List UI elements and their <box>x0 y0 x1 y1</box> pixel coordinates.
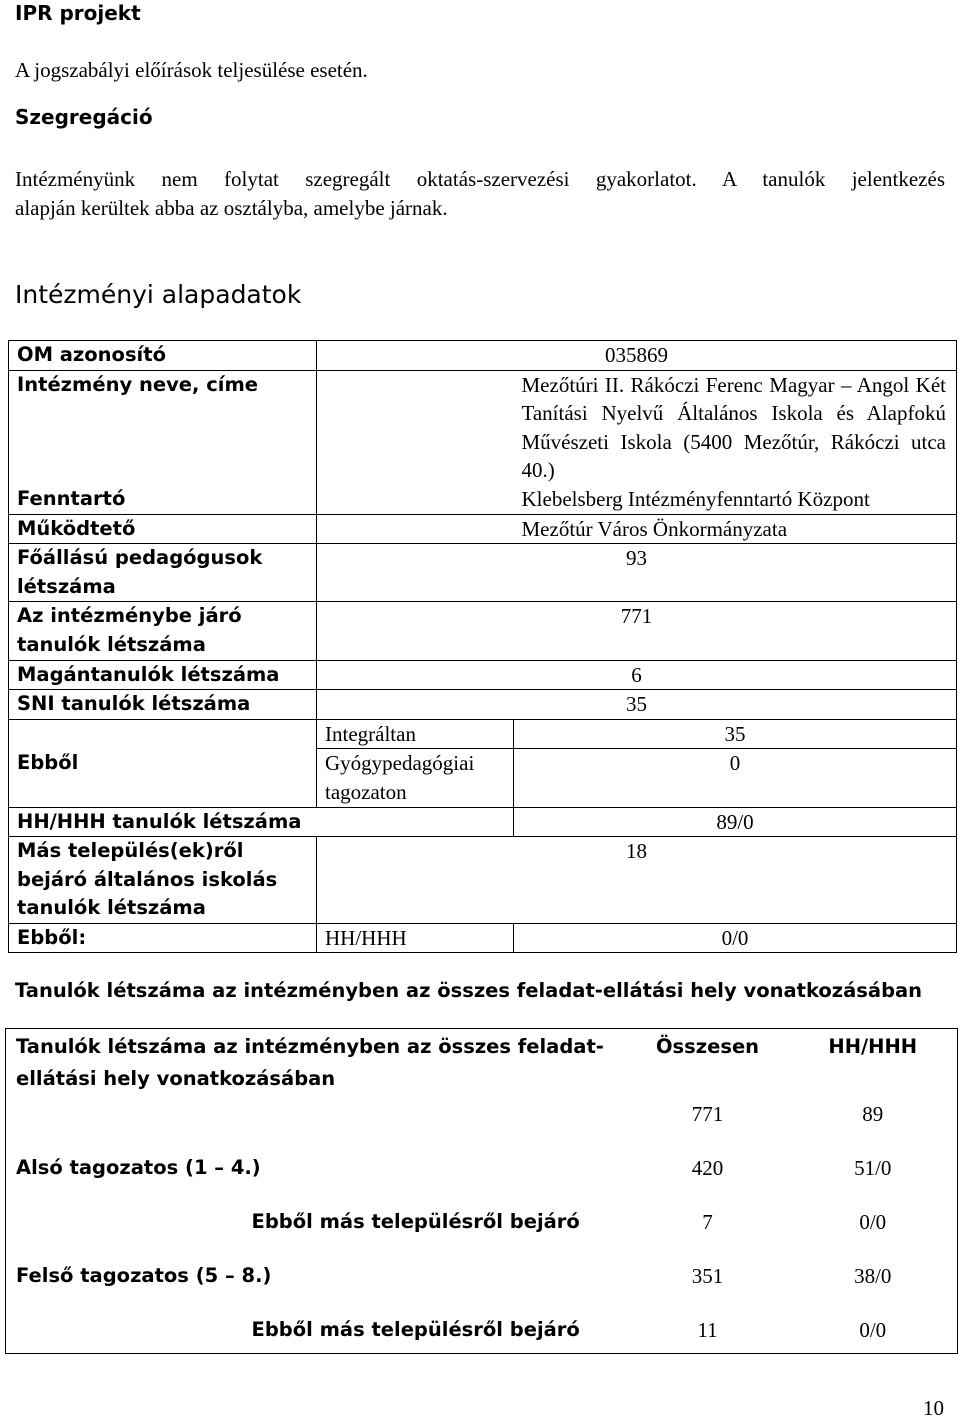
col-hh-header: HH/HHH <box>828 1035 918 1058</box>
commuter-value: 18 <box>317 837 957 924</box>
teachers-label: Főállású pedagógusok létszáma <box>9 544 317 602</box>
operator-label: Működtető <box>9 514 317 544</box>
table-row <box>9 485 957 514</box>
lower-hh: 51/0 <box>854 1156 892 1180</box>
lower-total: 420 <box>691 1156 724 1180</box>
of-which-label: Ebből <box>9 719 317 807</box>
lower-commuter-total: 7 <box>702 1210 713 1234</box>
total-value: 771 <box>691 1102 724 1126</box>
document-title: IPR projekt <box>15 1 141 25</box>
maintainer-value: Klebelsberg Intézményfenntartó Központ <box>514 485 957 514</box>
per-site-table-title-line-2: ellátási hely vonatkozásában <box>16 1067 336 1090</box>
hh-label: HH/HHH tanulók létszáma <box>9 807 514 837</box>
operator-value: Mezőtúr Város Önkormányzata <box>514 514 957 544</box>
special-class-label: Gyógypedagógiai tagozaton <box>317 749 514 807</box>
total-hh-value: 89 <box>862 1102 884 1126</box>
table-row <box>9 602 957 660</box>
students-label: Az intézménybe járó tanulók létszáma <box>9 602 317 660</box>
maintainer-label: Fenntartó <box>9 485 317 514</box>
segregation-heading: Szegregáció <box>15 105 153 129</box>
table-row <box>6 1202 958 1256</box>
lower-label: Alsó tagozatos (1 – 4.) <box>16 1156 261 1179</box>
basic-data-table <box>8 340 957 953</box>
intro-text: A jogszabályi előírások teljesülése esetén. <box>15 58 368 82</box>
table-row <box>6 1148 958 1202</box>
table-row <box>9 923 957 953</box>
hh-value: 89/0 <box>514 807 957 837</box>
table-row <box>9 807 957 837</box>
table-row <box>9 514 957 544</box>
upper-label: Felső tagozatos (5 – 8.) <box>16 1264 272 1287</box>
per-site-table-title <box>6 1029 627 1096</box>
table-row <box>6 1310 958 1354</box>
table-row <box>9 690 957 720</box>
integrated-value: 35 <box>514 719 957 749</box>
table-row <box>6 1029 958 1096</box>
om-label: OM azonosító <box>9 341 317 371</box>
lower-commuter-label: Ebből más településről bejáró <box>251 1210 580 1233</box>
upper-hh: 38/0 <box>854 1264 892 1288</box>
basic-data-heading: Intézményi alapadatok <box>15 280 302 309</box>
upper-commuter-label: Ebből más településről bejáró <box>251 1318 580 1341</box>
integrated-label: Integráltan <box>317 719 514 749</box>
of-which2-label: Ebből: <box>9 923 317 953</box>
hh2-value: 0/0 <box>514 923 957 953</box>
per-site-heading: Tanulók létszáma az intézményben az összes feladat-ellátási hely vonatkozásában <box>15 979 923 1002</box>
teachers-value: 93 <box>317 544 957 602</box>
table-row <box>9 370 957 485</box>
table-row <box>9 544 957 602</box>
upper-commuter-total: 11 <box>697 1318 718 1342</box>
per-site-table <box>5 1028 958 1354</box>
institution-name-label: Intézmény neve, címe <box>9 370 317 485</box>
segregation-text <box>15 165 945 223</box>
table-row <box>9 837 957 924</box>
commuter-label: Más település(ek)ről bejáró általános iskolás tanulók létszáma <box>9 837 317 924</box>
special-class-value: 0 <box>514 749 957 807</box>
table-row <box>6 1095 958 1148</box>
table-row <box>9 660 957 690</box>
hh2-label: HH/HHH <box>317 923 514 953</box>
per-site-table-title-line-1: Tanulók létszáma az intézményben az összes feladat- <box>16 1035 604 1058</box>
sni-value: 35 <box>317 690 957 720</box>
institution-name-value: Mezőtúri II. Rákóczi Ferenc Magyar – Angol Két Tanítási Nyelvű Általános Iskola és Alapfokú Művészeti Iskola (5400 Mezőtúr, Rákóczi utca 40.) <box>514 370 957 485</box>
upper-total: 351 <box>691 1264 724 1288</box>
sni-label: SNI tanulók létszáma <box>9 690 317 720</box>
upper-commuter-hh: 0/0 <box>859 1318 887 1342</box>
table-row <box>6 1256 958 1310</box>
private-students-label: Magántanulók létszáma <box>9 660 317 690</box>
table-row <box>9 719 957 749</box>
col-total-header: Összesen <box>655 1035 760 1058</box>
table-row <box>9 341 957 371</box>
lower-commuter-hh: 0/0 <box>859 1210 887 1234</box>
page-number: 10 <box>923 1396 944 1420</box>
segregation-line-1: Intézményünk nem folytat szegregált oktatás-szervezési gyakorlatot. A tanulók jelentkezés <box>15 167 945 191</box>
om-value: 035869 <box>317 341 957 371</box>
private-students-value: 6 <box>317 660 957 690</box>
students-value: 771 <box>317 602 957 660</box>
segregation-line-2: alapján kerültek abba az osztályba, amelybe járnak. <box>15 195 448 220</box>
